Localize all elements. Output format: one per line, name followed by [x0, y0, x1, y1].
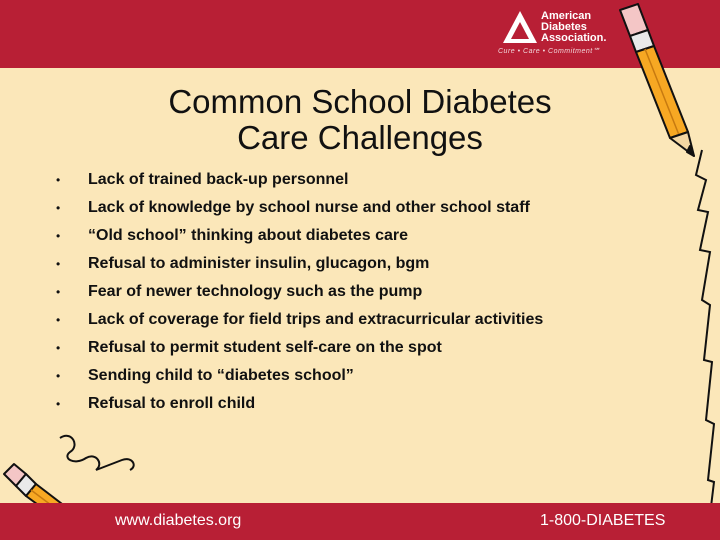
- list-item: [56, 334, 543, 362]
- footer-phone-number: 1-800-DIABETES: [540, 512, 666, 529]
- title-line-2: Care Challenges: [237, 119, 483, 156]
- logo-line-1: American: [541, 10, 592, 22]
- list-item-text: Lack of coverage for field trips and extracurricular activities: [88, 311, 544, 328]
- list-item: [56, 222, 543, 250]
- bullet-icon: •: [56, 397, 61, 411]
- logo-line-3: Association.: [541, 32, 607, 44]
- bullet-icon: •: [56, 341, 61, 355]
- logo-line-2: Diabetes: [541, 21, 587, 33]
- bullet-icon: •: [56, 201, 61, 215]
- list-item: [56, 278, 543, 306]
- list-item: [56, 362, 543, 390]
- triangle-logo-icon: [502, 10, 538, 44]
- logo-tagline: Cure • Care • Commitment℠: [498, 48, 601, 55]
- list-item-text: “Old school” thinking about diabetes care: [88, 227, 409, 244]
- list-item-text: Fear of newer technology such as the pump: [88, 283, 423, 300]
- title-line-1: Common School Diabetes: [168, 83, 552, 120]
- list-item-text: Refusal to permit student self-care on the spot: [88, 339, 442, 356]
- list-item-text: Lack of trained back-up personnel: [88, 171, 349, 188]
- pencil-right-icon: [610, 0, 720, 540]
- list-item-text: Refusal to enroll child: [88, 395, 256, 412]
- footer-website-link[interactable]: www.diabetes.org: [115, 512, 242, 529]
- list-item: [56, 250, 543, 278]
- bullet-icon: •: [56, 229, 61, 243]
- list-item: [56, 306, 543, 334]
- bullet-icon: •: [56, 285, 61, 299]
- bullet-icon: •: [56, 369, 61, 383]
- challenge-list: [56, 166, 543, 418]
- list-item-text: Refusal to administer insulin, glucagon, bgm: [88, 255, 430, 272]
- list-item: [56, 194, 543, 222]
- bullet-icon: •: [56, 257, 61, 271]
- list-item: [56, 390, 543, 418]
- slide-title: [110, 84, 610, 156]
- list-item-text: Lack of knowledge by school nurse and other school staff: [88, 199, 530, 216]
- bullet-icon: •: [56, 173, 61, 187]
- list-item: [56, 166, 543, 194]
- bullet-icon: •: [56, 313, 61, 327]
- list-item-text: Sending child to “diabetes school”: [88, 367, 354, 384]
